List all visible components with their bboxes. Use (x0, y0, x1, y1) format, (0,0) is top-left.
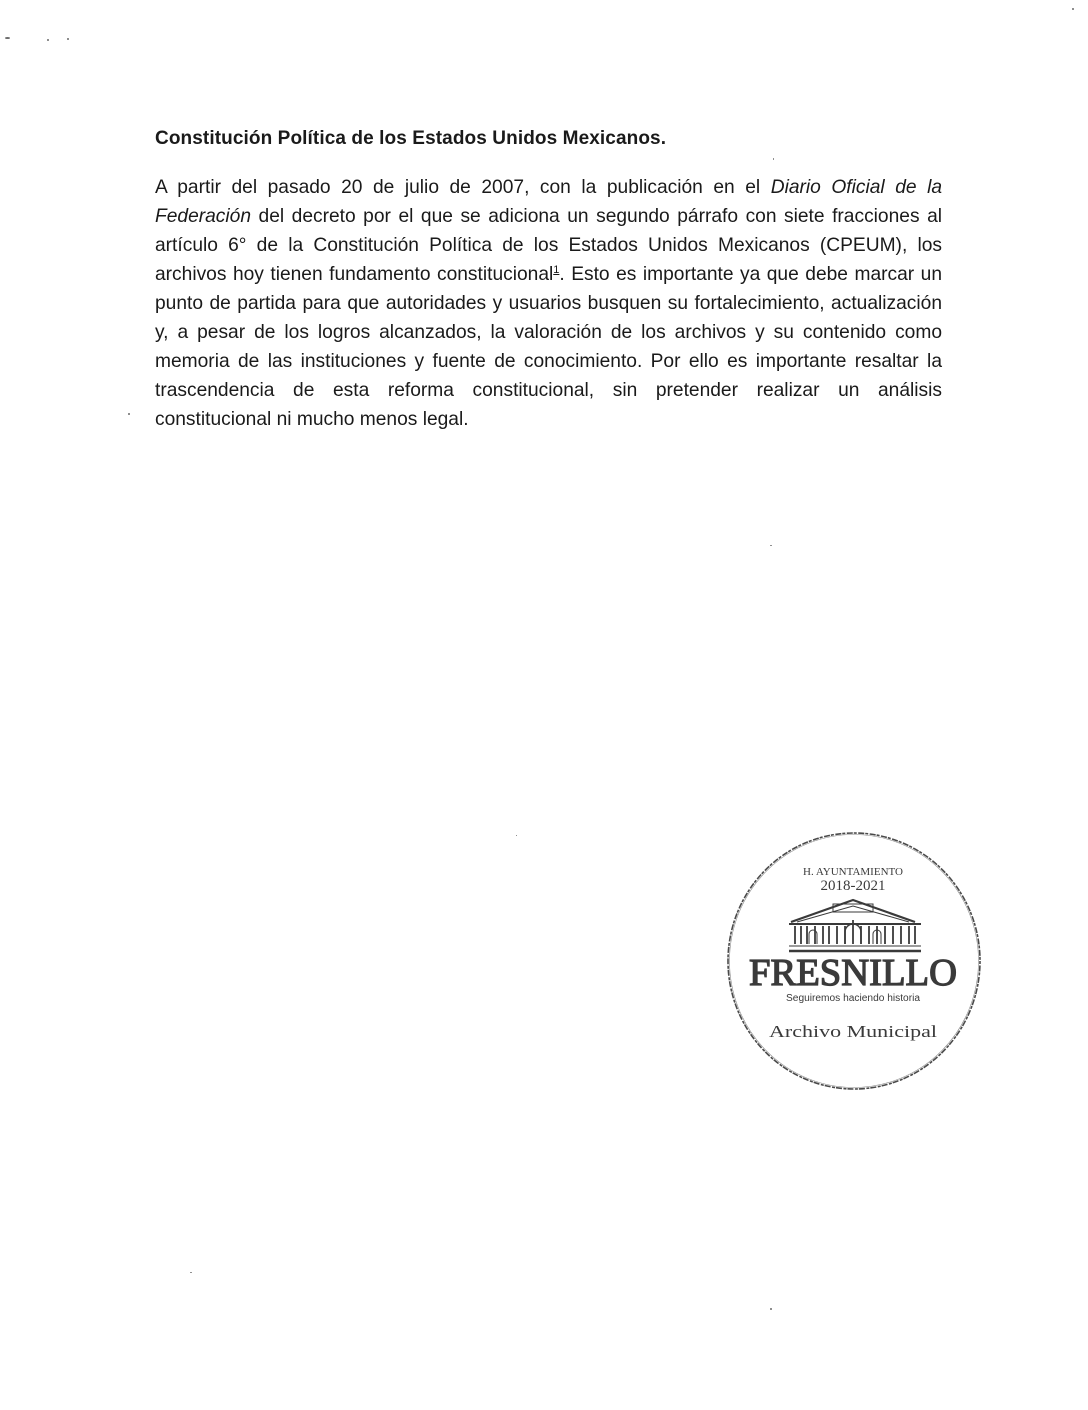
document-heading: Constitución Política de los Estados Unidos Mexicanos. (155, 128, 667, 149)
scan-speck (190, 1272, 192, 1273)
stamp-ayuntamiento: H. AYUNTAMIENTO (803, 866, 903, 878)
paragraph-text: del decreto por el que se adiciona un segundo párrafo con siete fracciones al artículo 6° de la Constitución Política de los Estados Unidos Mexicanos (CPEUM), los archivos hoy tienen fundamento constitucional (155, 206, 942, 285)
paragraph-text: A partir del pasado 20 de julio de 2007, con la publicación en el (155, 177, 771, 198)
scan-speck (47, 39, 49, 41)
publication-name: Diario Oficial de la Federación (155, 177, 942, 227)
stamp-city: FRESNILLO (749, 952, 957, 994)
scan-speck (770, 1308, 772, 1310)
paragraph-text: . Esto es importante ya que debe marcar un punto de partida para que autoridades y usuarios busquen su fortalecimiento, actualización y, a pesar de los logros alcanzados, la valoración de los archivos y su contenido como memoria de las instituciones y fuente de conocimiento. Por ello es importante resaltar la trascendencia de esta reforma constitucional, sin pretender realizar un análisis constitucional ni mucho menos legal. (155, 264, 942, 430)
scan-speck (516, 835, 517, 836)
body-paragraph (155, 173, 942, 434)
scan-speck (67, 38, 69, 40)
scan-speck (773, 158, 774, 160)
building-emblem-icon (789, 900, 921, 951)
scan-speck (770, 545, 772, 546)
scan-speck (5, 37, 10, 39)
scan-speck (128, 413, 130, 415)
footnote-reference[interactable]: 1 (553, 264, 560, 276)
archive-stamp (725, 830, 983, 1092)
stamp-department: Archivo Municipal (769, 1022, 938, 1041)
stamp-period: 2018-2021 (820, 878, 886, 894)
scan-speck (1072, 8, 1074, 10)
stamp-slogan: Seguiremos haciendo historia (786, 993, 921, 1004)
